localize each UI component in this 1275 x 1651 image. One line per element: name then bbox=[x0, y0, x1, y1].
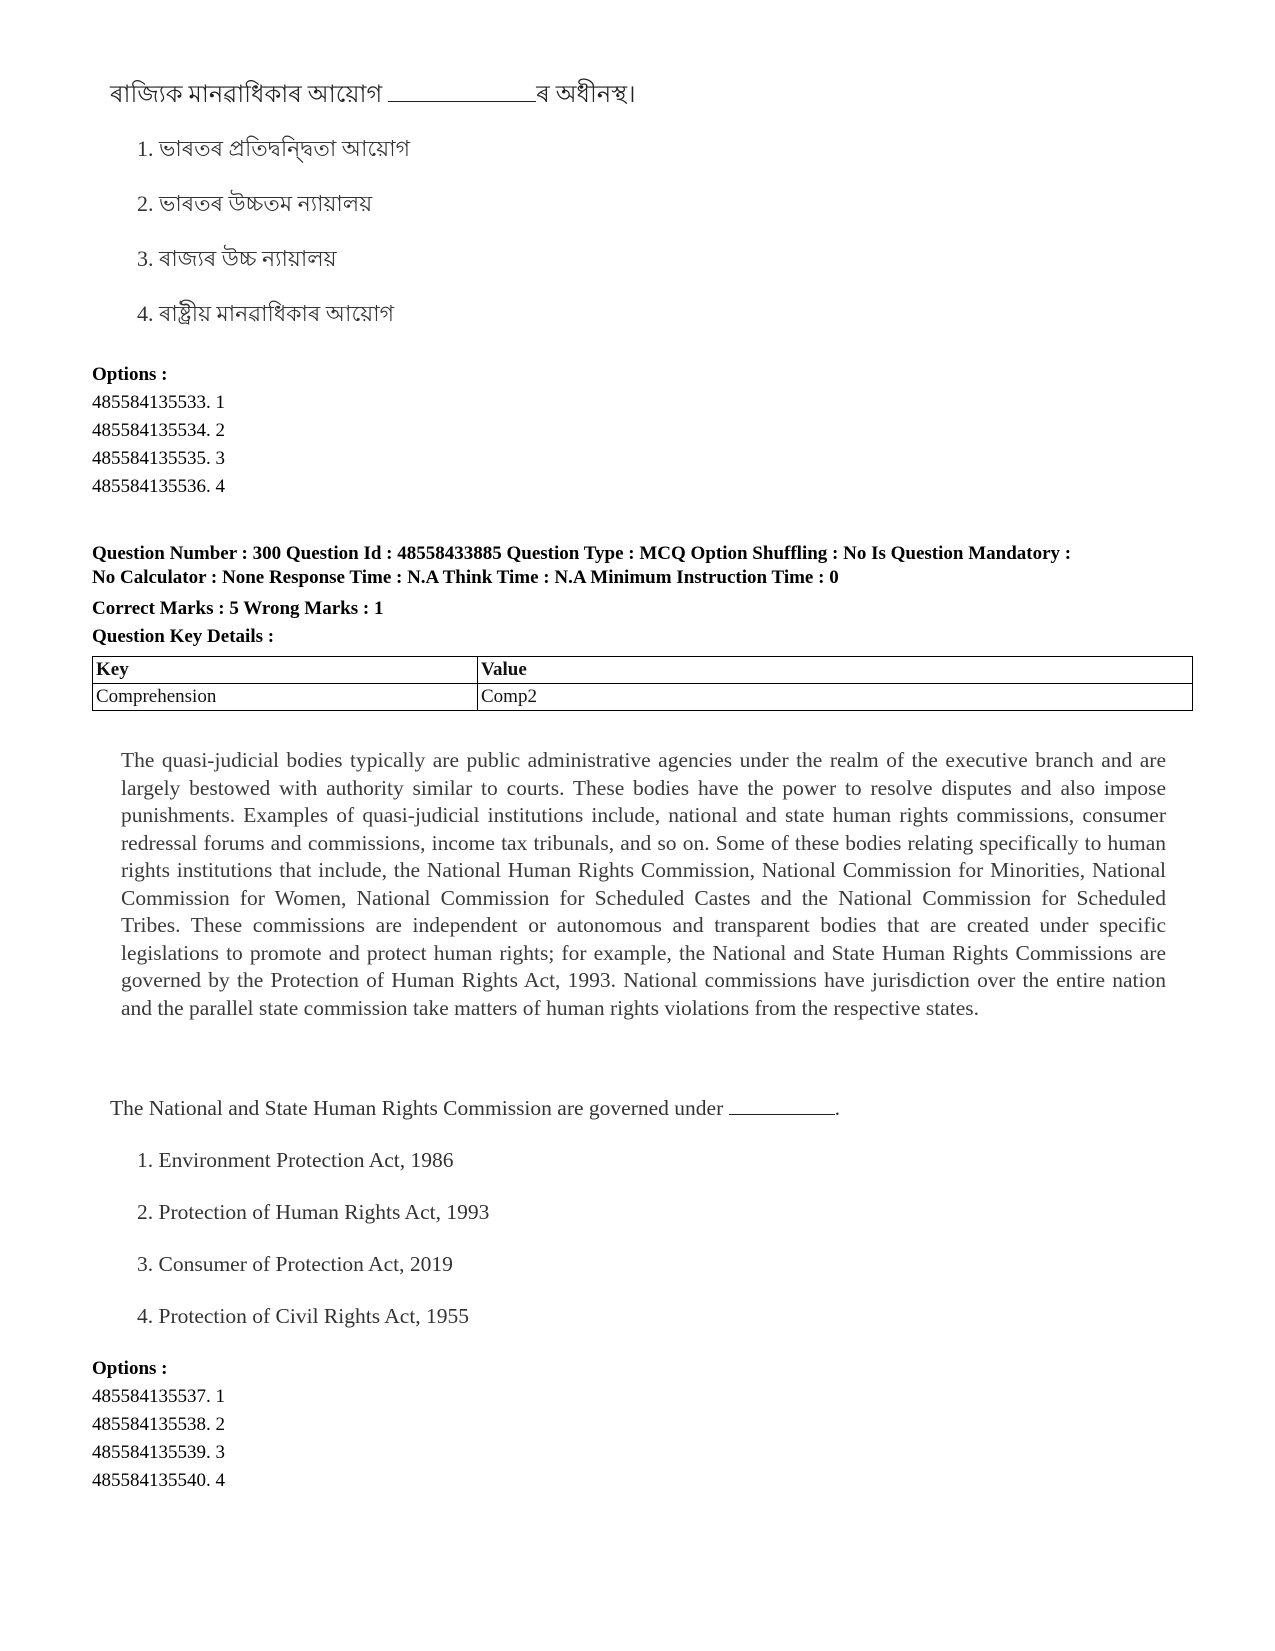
table-cell-value: Comp2 bbox=[478, 684, 1193, 711]
key-details-table bbox=[92, 656, 1193, 711]
table-row bbox=[93, 684, 1193, 711]
q299-option-1: 1. ভাৰতৰ প্ৰতিদ্বন্দ্বিতা আয়োগ bbox=[137, 136, 410, 161]
q299-stem-text: ৰাজ্যিক মানৱাধিকাৰ আয়োগ bbox=[110, 82, 383, 108]
q300-stem-text: The National and State Human Rights Commission are governed under bbox=[110, 1096, 724, 1120]
comprehension-passage: The quasi-judicial bodies typically are public administrative agencies under the realm of the executive branch and are largely bestowed with authority similar to courts. These bodies have the power to resolve disputes and also impose punishments. Examples of quasi-judicial institutions include, national and state human rights commissions, consumer redressal forums and commissions, income tax tribunals, and so on. Some of these bodies relating specifically to human rights institutions that include, the National Human Rights Commission, National Commission for Minorities, National Commission for Women, National Commission for Scheduled Castes and the National Commission for Scheduled Tribes. These commissions are independent or autonomous and transparent bodies that are created under specific legislations to promote and protect human rights; for example, the National and State Human Rights Commissions are governed by the Protection of Human Rights Act, 1993. National commissions have jurisdiction over the entire nation and the parallel state commission take matters of human rights violations from the respective states. bbox=[121, 748, 1166, 1020]
q300-option-1: 1. Environment Protection Act, 1986 bbox=[137, 1148, 454, 1172]
answer-blank bbox=[729, 1096, 835, 1115]
q299-option-id-3: 485584135535. 3 bbox=[92, 448, 225, 469]
q299-option-id-2: 485584135534. 2 bbox=[92, 420, 225, 441]
q299-option-3: 3. ৰাজ্যৰ উচ্চ ন্যায়ালয় bbox=[137, 246, 337, 271]
q300-meta-line2: No Calculator : None Response Time : N.A Think Time : N.A Minimum Instruction Time : 0 bbox=[92, 567, 839, 588]
q300-option-id-2: 485584135538. 2 bbox=[92, 1414, 225, 1435]
q300-option-2: 2. Protection of Human Rights Act, 1993 bbox=[137, 1200, 490, 1224]
q299-options-label: Options : bbox=[92, 364, 168, 385]
q300-key-details-label: Question Key Details : bbox=[92, 626, 275, 647]
q300-meta-line1: Question Number : 300 Question Id : 48558433885 Question Type : MCQ Option Shuffling : No Is Question Mandatory : bbox=[92, 543, 1072, 564]
q300-option-id-1: 485584135537. 1 bbox=[92, 1386, 225, 1407]
table-header-row bbox=[93, 657, 1193, 684]
q300-option-3: 3. Consumer of Protection Act, 2019 bbox=[137, 1252, 453, 1276]
q300-stem bbox=[110, 1096, 840, 1121]
q299-stem-suffix: ৰ অধীনস্থ। bbox=[536, 82, 636, 108]
q300-options-label: Options : bbox=[92, 1358, 168, 1379]
table-cell-key: Comprehension bbox=[93, 684, 478, 711]
q299-stem bbox=[110, 76, 636, 116]
q299-option-2: 2. ভাৰতৰ উচ্চতম ন্যায়ালয় bbox=[137, 191, 373, 216]
q300-stem-end: . bbox=[834, 1096, 840, 1120]
q300-option-id-3: 485584135539. 3 bbox=[92, 1442, 225, 1463]
answer-blank bbox=[388, 79, 536, 102]
q300-marks: Correct Marks : 5 Wrong Marks : 1 bbox=[92, 598, 384, 619]
q299-option-id-4: 485584135536. 4 bbox=[92, 476, 225, 497]
table-header-key: Key bbox=[93, 657, 478, 684]
q300-meta bbox=[92, 542, 1232, 590]
q299-option-id-1: 485584135533. 1 bbox=[92, 392, 225, 413]
q300-option-4: 4. Protection of Civil Rights Act, 1955 bbox=[137, 1304, 470, 1328]
table-header-value: Value bbox=[478, 657, 1193, 684]
q300-option-id-4: 485584135540. 4 bbox=[92, 1470, 225, 1491]
q299-option-4: 4. ৰাষ্ট্ৰীয় মানৱাধিকাৰ আয়োগ bbox=[137, 301, 395, 326]
